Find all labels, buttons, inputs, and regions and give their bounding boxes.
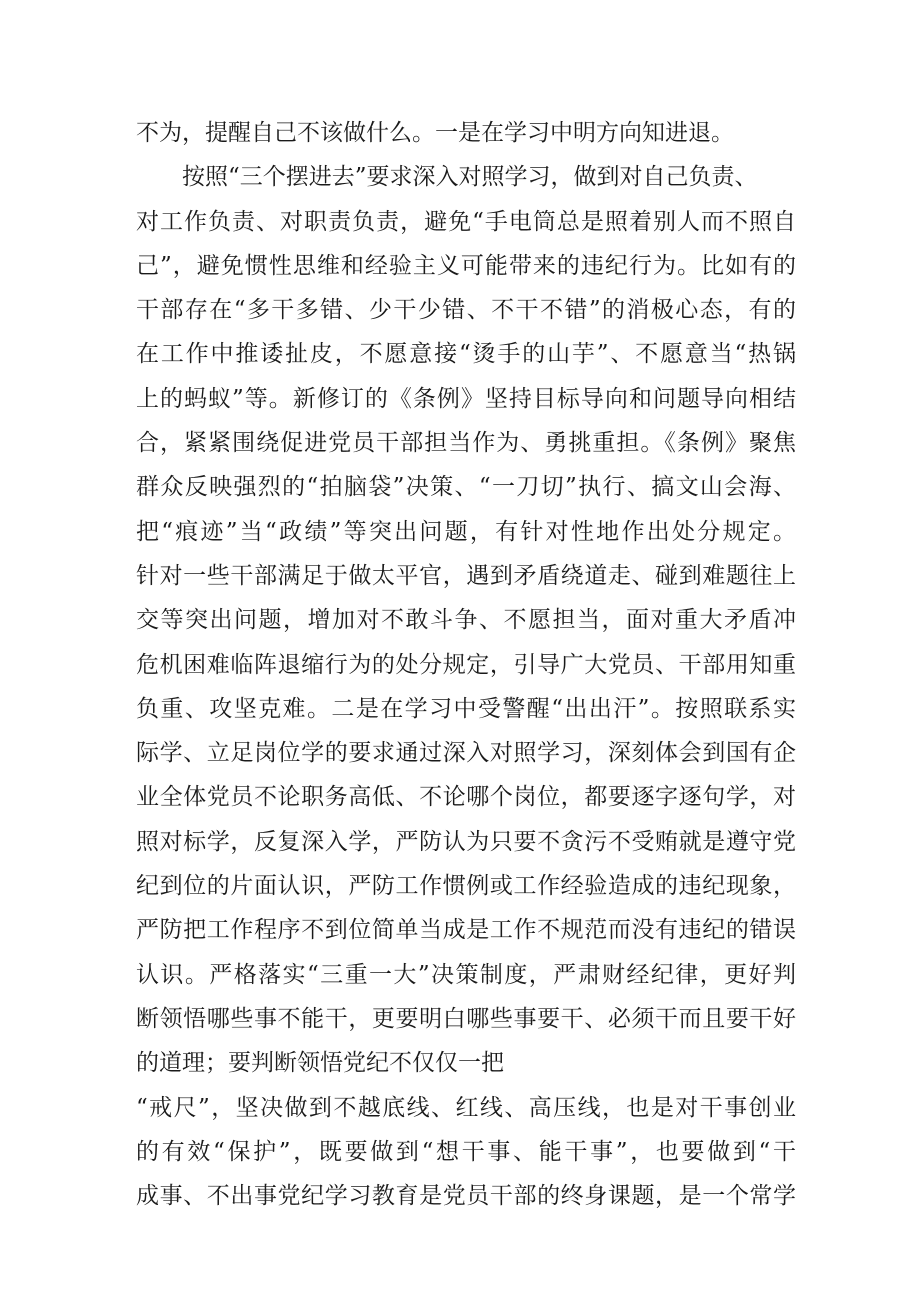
- text-line-5: 干部存在“多干多错、少干少错、不干不错”的消极心态，有的: [136, 297, 796, 324]
- text-line-12: 交等突出问题，增加对不敢斗争、不愿担当，面对重大矛盾冲: [136, 607, 796, 634]
- body-text: [136, 111, 796, 1218]
- text-line-6: 在工作中推诿扯皮，不愿意接“烫手的山芋”、不愿意当“热锅: [136, 341, 796, 368]
- text-line-7: 上的蚂蚁”等。新修订的《条例》坚持目标导向和问题导向相结: [136, 385, 796, 412]
- text-line-16: 业全体党员不论职务高低、不论哪个岗位，都要逐字逐句学，对: [136, 784, 796, 811]
- text-line-17: 照对标学，反复深入学，严防认为只要不贪污不受贿就是遵守党: [136, 828, 796, 855]
- text-line-25: 成事、不出事党纪学习教育是党员干部的终身课题，是一个常学: [136, 1183, 796, 1210]
- text-line-2: 按照“三个摆进去”要求深入对照学习，做到对自己负责、: [182, 164, 758, 191]
- text-line-19: 严防把工作程序不到位简单当成是工作不规范而没有违纪的错误: [136, 917, 796, 944]
- text-line-11: 针对一些干部满足于做太平官，遇到矛盾绕道走、碰到难题往上: [136, 562, 796, 589]
- text-line-10: 把“痕迹”当“政绩”等突出问题，有针对性地作出处分规定。: [136, 518, 796, 545]
- text-line-22: 的道理；要判断领悟党纪不仅仅一把: [136, 1050, 504, 1077]
- text-line-20: 认识。严格落实“三重一大”决策制度，严肃财经纪律，更好判: [136, 961, 796, 988]
- text-line-9: 群众反映强烈的“拍脑袋”决策、“一刀切”执行、搞文山会海、: [136, 474, 796, 501]
- text-line-24: 的有效“保护”，既要做到“想干事、能干事”，也要做到“干: [136, 1138, 796, 1165]
- text-line-14: 负重、攻坚克难。二是在学习中受警醒“出出汗”。按照联系实: [136, 695, 796, 722]
- text-line-15: 际学、立足岗位学的要求通过深入对照学习，深刻体会到国有企: [136, 740, 796, 767]
- text-line-13: 危机困难临阵退缩行为的处分规定，引导广大党员、干部用知重: [136, 651, 796, 678]
- text-line-4: 己”，避免惯性思维和经验主义可能带来的违纪行为。比如有的: [136, 252, 796, 279]
- text-line-3: 对工作负责、对职责负责，避免“手电筒总是照着别人而不照自: [136, 208, 796, 235]
- text-line-1: 不为，提醒自己不该做什么。一是在学习中明方向知进退。: [136, 120, 734, 146]
- text-line-21: 断领悟哪些事不能干，更要明白哪些事要干、必须干而且要干好: [136, 1005, 796, 1032]
- text-line-18: 纪到位的片面认识，严防工作惯例或工作经验造成的违纪现象，: [136, 873, 796, 900]
- text-line-23: “戒尺”，坚决做到不越底线、红线、高压线，也是对干事创业: [136, 1094, 796, 1121]
- text-line-8: 合，紧紧围绕促进党员干部担当作为、勇挑重担。《条例》聚焦: [136, 430, 796, 457]
